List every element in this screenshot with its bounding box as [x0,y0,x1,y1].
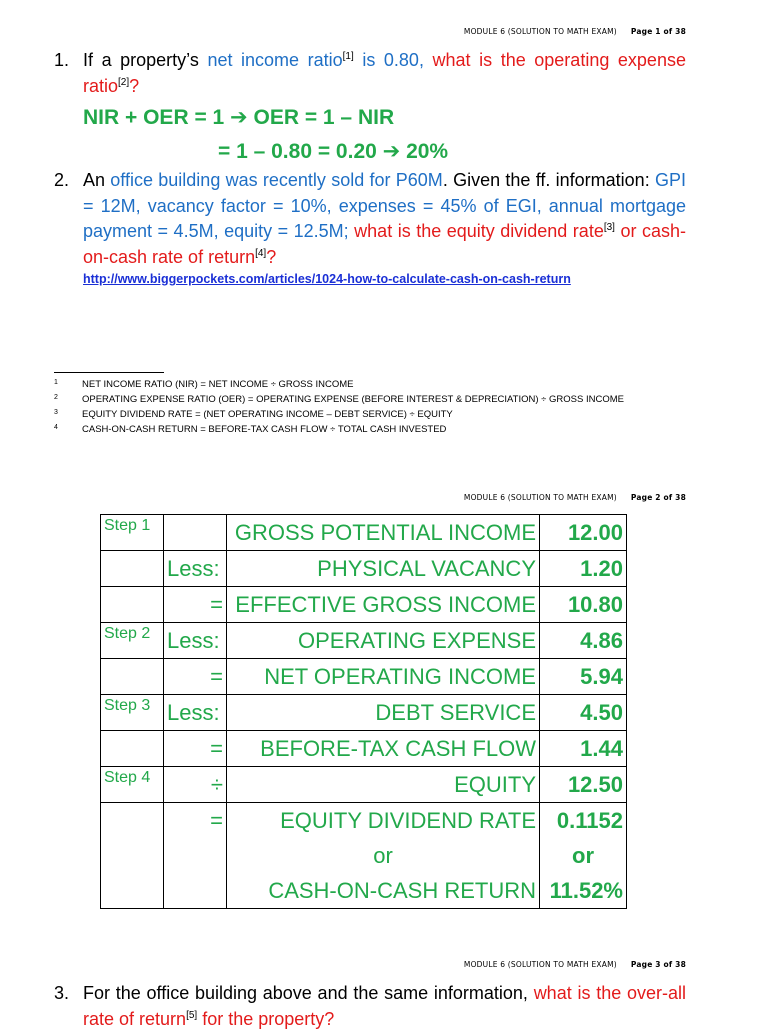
module-title: MODULE 6 (SOLUTION TO MATH EXAM) [463,960,617,969]
operator-cell: = [164,731,227,767]
q2-highlight-sale: office building was recently sold for P60M [110,170,443,190]
q2-question-alt: or cash-on-cash rate of return [83,221,686,267]
step-cell [101,587,164,623]
step-cell [101,659,164,695]
q1-highlight-nir: net income ratio [207,50,343,70]
page-header [464,27,686,36]
table-row [101,873,627,909]
footnote-text: EQUITY DIVIDEND RATE = (NET OPERATING INCOME – DEBT SERVICE) ÷ EQUITY [82,409,453,420]
formula-line-2: = 1 – 0.80 = 0.20 ➔ 20% [218,140,449,163]
table-row [101,695,627,731]
table-row [101,623,627,659]
reference-link[interactable]: http://www.biggerpockets.com/articles/1024-how-to-calculate-cash-on-cash-return [83,272,571,286]
value-cell: or [540,838,627,873]
label-cell: or [227,838,540,873]
operator-cell [164,873,227,909]
q2-text: An [83,170,111,190]
table-row [101,731,627,767]
footnote-1 [54,379,354,390]
step-cell: Step 1 [101,515,164,551]
q2-highlight-info: GPI = 12M, vacancy factor = 10%, expenses = 45% of EGI, annual mortgage payment = 4.5M, equity = 12.5M; [83,170,686,241]
label-cell: OPERATING EXPENSE [227,623,540,659]
value-cell: 5.94 [540,659,627,695]
page-number: Page 1 of 38 [630,27,686,36]
operator-cell: Less: [164,695,227,731]
label-cell: PHYSICAL VACANCY [227,551,540,587]
step-cell [101,731,164,767]
value-cell: 1.44 [540,731,627,767]
operator-cell [164,838,227,873]
q3-question: what is the over-all rate of return [83,983,686,1029]
label-cell: CASH-ON-CASH RETURN [227,873,540,909]
q2-question-mark: ? [266,246,277,267]
value-cell: 12.00 [540,515,627,551]
operator-cell: Less: [164,623,227,659]
value-cell: 11.52% [540,873,627,909]
operator-cell: = [164,587,227,623]
footnote-number: 4 [54,424,58,431]
footnote-text: CASH-ON-CASH RETURN = BEFORE-TAX CASH FLOW ÷ TOTAL CASH INVESTED [82,424,447,435]
q1-text: If a property’s [83,50,208,70]
operator-cell: = [164,659,227,695]
footnote-ref[interactable]: [5] [186,1009,198,1021]
table-row [101,838,627,873]
q1-question-mark: ? [129,75,140,96]
footnote-number: 2 [54,394,58,401]
question-number: 1. [54,50,70,70]
label-cell: EFFECTIVE GROSS INCOME [227,587,540,623]
footnote-text: NET INCOME RATIO (NIR) = NET INCOME ÷ GROSS INCOME [82,379,354,390]
value-cell: 1.20 [540,551,627,587]
label-cell: GROSS POTENTIAL INCOME [227,515,540,551]
formula-line-1: NIR + OER = 1 ➔ OER = 1 – NIR [83,106,395,129]
footnote-number: 1 [54,379,58,386]
step-cell [101,551,164,587]
label-cell: NET OPERATING INCOME [227,659,540,695]
page-header [464,493,686,502]
operator-cell: Less: [164,551,227,587]
table-row [101,515,627,551]
table-row [101,587,627,623]
footnote-ref[interactable]: [1] [342,51,354,62]
q3-text: For the office building above and the same information, [83,983,534,1003]
footnote-number: 3 [54,409,58,416]
q1-highlight-value: is 0.80, [362,50,424,70]
footnote-4 [54,424,446,435]
value-cell: 0.1152 [540,803,627,839]
question-3 [54,981,686,1032]
question-1 [54,48,686,99]
page-number: Page 3 of 38 [630,960,686,969]
footnote-ref[interactable]: [2] [118,76,130,88]
operator-cell: = [164,803,227,839]
page-number: Page 2 of 38 [630,493,686,502]
q1-question: what is the operating expense ratio [83,50,686,96]
q3-question-end: for the property? [197,1008,335,1029]
step-cell: Step 4 [101,767,164,803]
value-cell: 4.86 [540,623,627,659]
footnote-2 [54,394,624,405]
calculation-table [100,514,627,909]
q1-text [424,50,433,70]
label-cell: EQUITY DIVIDEND RATE [227,803,540,839]
question-number: 3. [54,983,70,1003]
footnote-divider [54,372,164,373]
table-row [101,659,627,695]
table-row [101,767,627,803]
step-cell: Step 2 [101,623,164,659]
footnote-ref[interactable]: [4] [255,247,267,259]
page-header [464,960,686,969]
footnote-3 [54,409,453,420]
step-cell [101,838,164,873]
question-number: 2. [54,170,70,190]
step-cell [101,803,164,839]
q2-text: . Given the ff. information: [442,170,655,190]
value-cell: 10.80 [540,587,627,623]
footnote-text: OPERATING EXPENSE RATIO (OER) = OPERATING EXPENSE (BEFORE INTEREST & DEPRECIATION) ÷ GROSS INCOME [82,394,624,405]
question-2 [54,168,686,270]
step-cell: Step 3 [101,695,164,731]
operator-cell: ÷ [164,767,227,803]
label-cell: DEBT SERVICE [227,695,540,731]
q2-question: what is the equity dividend rate [354,221,604,241]
step-cell [101,873,164,909]
footnote-ref[interactable]: [3] [603,222,615,233]
label-cell: BEFORE-TAX CASH FLOW [227,731,540,767]
table-row [101,551,627,587]
module-title: MODULE 6 (SOLUTION TO MATH EXAM) [463,493,617,502]
label-cell: EQUITY [227,767,540,803]
value-cell: 4.50 [540,695,627,731]
table-row [101,803,627,839]
value-cell: 12.50 [540,767,627,803]
module-title: MODULE 6 (SOLUTION TO MATH EXAM) [463,27,617,36]
operator-cell [164,515,227,551]
